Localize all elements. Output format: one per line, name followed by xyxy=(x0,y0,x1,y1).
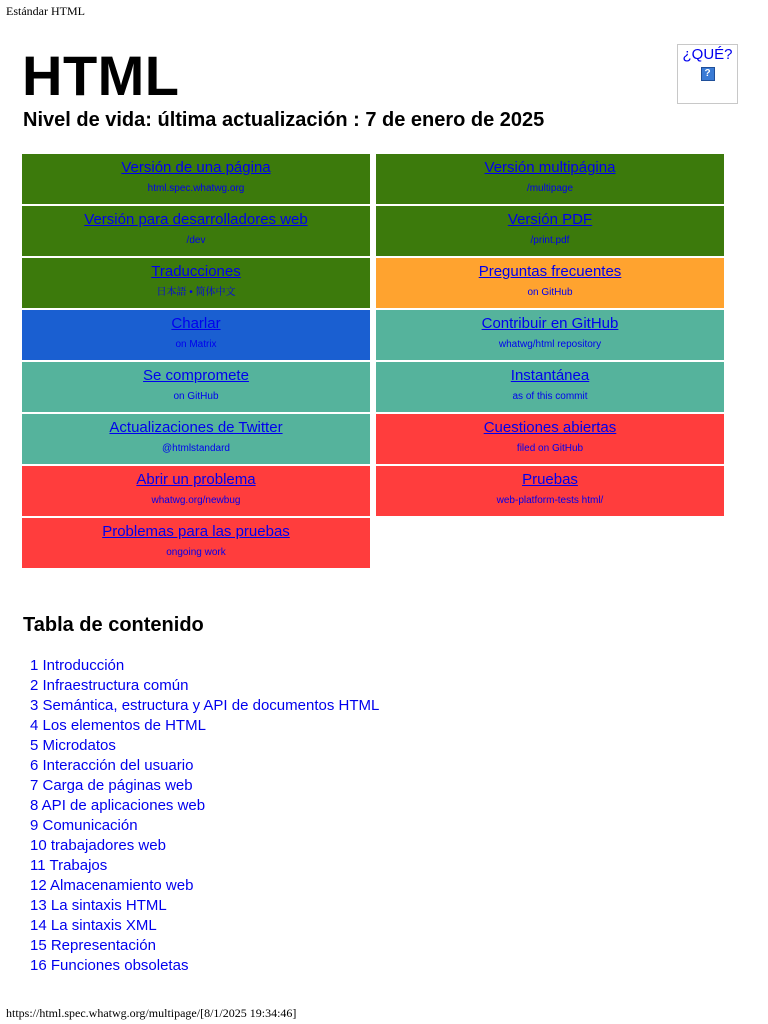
what-box xyxy=(677,44,738,104)
link-subtitle: on GitHub xyxy=(173,391,219,402)
links-grid xyxy=(22,154,724,568)
link-cell-multipage[interactable] xyxy=(376,154,724,204)
link-subtitle: whatwg/html repository xyxy=(498,339,602,350)
link-cell-open-issues[interactable] xyxy=(376,414,724,464)
toc-link[interactable]: 11 Trabajos xyxy=(30,857,108,874)
toc-item xyxy=(30,756,379,776)
link-cell-one-page[interactable] xyxy=(22,154,370,204)
toc-item xyxy=(30,956,379,976)
toc-link[interactable]: 16 Funciones obsoletas xyxy=(30,957,189,974)
toc-link[interactable]: 1 Introducción xyxy=(30,657,125,674)
toc-item xyxy=(30,656,379,676)
link-title[interactable]: Se compromete xyxy=(143,367,249,384)
toc-item xyxy=(30,776,379,796)
link-title[interactable]: Pruebas xyxy=(522,471,578,488)
toc-link[interactable]: 12 Almacenamiento web xyxy=(30,877,194,894)
toc-link[interactable]: 3 Semántica, estructura y API de documentos HTML xyxy=(30,697,380,714)
link-cell-twitter[interactable] xyxy=(22,414,370,464)
toc-link[interactable]: 15 Representación xyxy=(30,937,156,954)
link-cell-dev[interactable] xyxy=(22,206,370,256)
link-title[interactable]: Charlar xyxy=(171,315,221,332)
link-cell-pdf[interactable] xyxy=(376,206,724,256)
link-cell-chat[interactable] xyxy=(22,310,370,360)
link-subtitle: 日本語 • 简体中文 xyxy=(156,287,236,298)
toc-item xyxy=(30,896,379,916)
toc-item xyxy=(30,936,379,956)
link-subtitle: /print.pdf xyxy=(530,235,570,246)
print-footer: https://html.spec.whatwg.org/multipage/[8/1/2025 19:34:46] xyxy=(6,1006,297,1020)
link-subtitle: filed on GitHub xyxy=(516,443,584,454)
toc-item xyxy=(30,816,379,836)
link-title[interactable]: Preguntas frecuentes xyxy=(478,263,622,280)
link-title[interactable]: Contribuir en GitHub xyxy=(481,315,619,332)
toc-item xyxy=(30,916,379,936)
toc-item xyxy=(30,736,379,756)
link-subtitle: /multipage xyxy=(526,183,574,194)
link-subtitle: web-platform-tests html/ xyxy=(496,495,604,506)
toc-item xyxy=(30,836,379,856)
link-cell-test-issues[interactable] xyxy=(22,518,370,568)
link-cell-faq[interactable] xyxy=(376,258,724,308)
link-cell-snapshot[interactable] xyxy=(376,362,724,412)
toc-item xyxy=(30,856,379,876)
link-cell-new-issue[interactable] xyxy=(22,466,370,516)
toc-item xyxy=(30,676,379,696)
link-subtitle: @htmlstandard xyxy=(162,443,230,454)
link-cell-translations[interactable] xyxy=(22,258,370,308)
link-subtitle: whatwg.org/newbug xyxy=(151,495,241,506)
toc-link[interactable]: 8 API de aplicaciones web xyxy=(30,797,206,814)
link-title[interactable]: Versión multipágina xyxy=(484,159,616,176)
link-cell-contribute[interactable] xyxy=(376,310,724,360)
link-cell-commits[interactable] xyxy=(22,362,370,412)
toc-link[interactable]: 10 trabajadores web xyxy=(30,837,166,854)
page-subtitle: Nivel de vida: última actualización : 7 de enero de 2025 xyxy=(23,109,545,131)
toc-link[interactable]: 9 Comunicación xyxy=(30,817,138,834)
toc-link[interactable]: 5 Microdatos xyxy=(30,737,116,754)
link-title[interactable]: Versión para desarrolladores web xyxy=(84,211,308,228)
toc-title: Tabla de contenido xyxy=(23,614,204,636)
link-subtitle: ongoing work xyxy=(166,547,226,558)
page-logo: HTML xyxy=(22,44,180,107)
link-title[interactable]: Problemas para las pruebas xyxy=(102,523,290,540)
toc-link[interactable]: 2 Infraestructura común xyxy=(30,677,189,694)
what-link[interactable]: ¿QUÉ? xyxy=(682,46,733,63)
link-subtitle: html.spec.whatwg.org xyxy=(147,183,245,194)
link-title[interactable]: Abrir un problema xyxy=(136,471,256,488)
link-title[interactable]: Versión de una página xyxy=(121,159,271,176)
link-title[interactable]: Traducciones xyxy=(151,263,241,280)
toc-item xyxy=(30,796,379,816)
link-subtitle: on Matrix xyxy=(175,339,217,350)
link-title[interactable]: Instantánea xyxy=(510,367,590,384)
link-title[interactable]: Cuestiones abiertas xyxy=(483,419,617,436)
link-title[interactable]: Actualizaciones de Twitter xyxy=(109,419,283,436)
link-subtitle: on GitHub xyxy=(527,287,573,298)
print-header: Estándar HTML xyxy=(6,4,85,18)
toc-link[interactable]: 13 La sintaxis HTML xyxy=(30,897,167,914)
toc-item xyxy=(30,876,379,896)
table-of-contents xyxy=(30,656,379,976)
help-icon[interactable]: ? xyxy=(701,67,715,81)
link-cell-tests[interactable] xyxy=(376,466,724,516)
link-subtitle: as of this commit xyxy=(512,391,588,402)
toc-item xyxy=(30,716,379,736)
toc-link[interactable]: 14 La sintaxis XML xyxy=(30,917,157,934)
toc-link[interactable]: 6 Interacción del usuario xyxy=(30,757,194,774)
toc-item xyxy=(30,696,379,716)
toc-link[interactable]: 4 Los elementos de HTML xyxy=(30,717,206,734)
link-title[interactable]: Versión PDF xyxy=(507,211,593,228)
link-subtitle: /dev xyxy=(186,235,206,246)
toc-link[interactable]: 7 Carga de páginas web xyxy=(30,777,193,794)
